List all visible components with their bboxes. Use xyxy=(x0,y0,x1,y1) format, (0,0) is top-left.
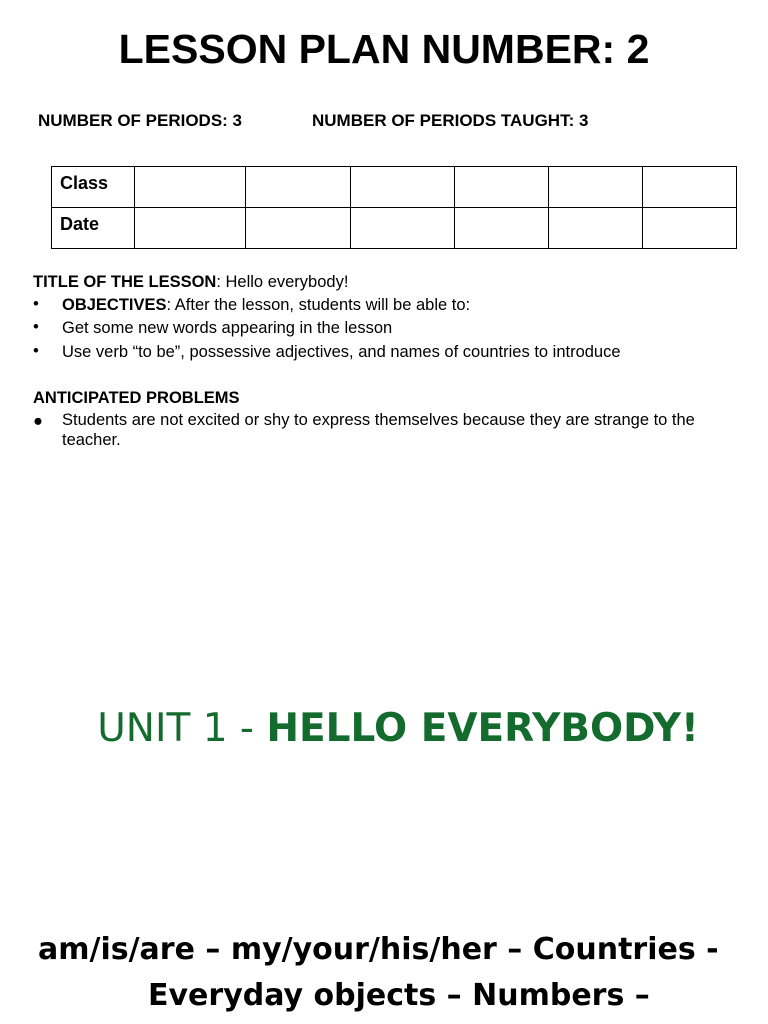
table-cell xyxy=(643,167,737,208)
anticipated-problem-item: Students are not excited or shy to express themselves because they are strange to the teacher. xyxy=(62,411,695,449)
objectives-label: OBJECTIVES xyxy=(62,296,167,314)
table-cell xyxy=(351,208,455,249)
schedule-table xyxy=(51,166,737,249)
topics-line-2: Everyday objects – Numbers – xyxy=(148,978,650,1013)
unit-name: HELLO EVERYBODY! xyxy=(266,706,699,751)
table-cell xyxy=(351,167,455,208)
table-cell xyxy=(455,208,549,249)
table-cell xyxy=(135,208,246,249)
table-cell xyxy=(643,208,737,249)
bullet-dot: ● xyxy=(33,412,43,430)
bullet-dot: • xyxy=(33,318,39,336)
table-cell xyxy=(246,167,351,208)
objectives-item xyxy=(62,294,470,318)
unit-heading xyxy=(0,706,768,751)
number-of-periods-taught: NUMBER OF PERIODS TAUGHT: 3 xyxy=(312,111,589,130)
lesson-title-value: : Hello everybody! xyxy=(216,273,349,291)
objective-item: Get some new words appearing in the lesson xyxy=(62,319,393,337)
table-cell xyxy=(246,208,351,249)
lesson-title xyxy=(33,271,348,295)
page-title: LESSON PLAN NUMBER: 2 xyxy=(118,26,650,72)
number-of-periods: NUMBER OF PERIODS: 3 xyxy=(38,111,243,130)
topics-line-1: am/is/are – my/your/his/her – Countries - xyxy=(38,932,719,967)
table-cell xyxy=(455,167,549,208)
unit-prefix: UNIT 1 - xyxy=(97,706,267,751)
objectives-text: : After the lesson, students will be able to: xyxy=(166,296,471,314)
bullet-dot: • xyxy=(33,342,39,360)
table-cell xyxy=(549,167,643,208)
table-row-label: Date xyxy=(52,208,135,249)
lesson-title-label: TITLE OF THE LESSON xyxy=(33,273,217,291)
table-cell xyxy=(549,208,643,249)
table-row-date xyxy=(52,208,737,249)
objective-item: Use verb “to be”, possessive adjectives, and names of countries to introduce xyxy=(62,343,621,361)
table-row-class xyxy=(52,167,737,208)
table-cell xyxy=(135,167,246,208)
anticipated-problems-heading: ANTICIPATED PROBLEMS xyxy=(33,389,240,407)
table-row-label: Class xyxy=(52,167,135,208)
bullet-dot: • xyxy=(33,295,39,313)
